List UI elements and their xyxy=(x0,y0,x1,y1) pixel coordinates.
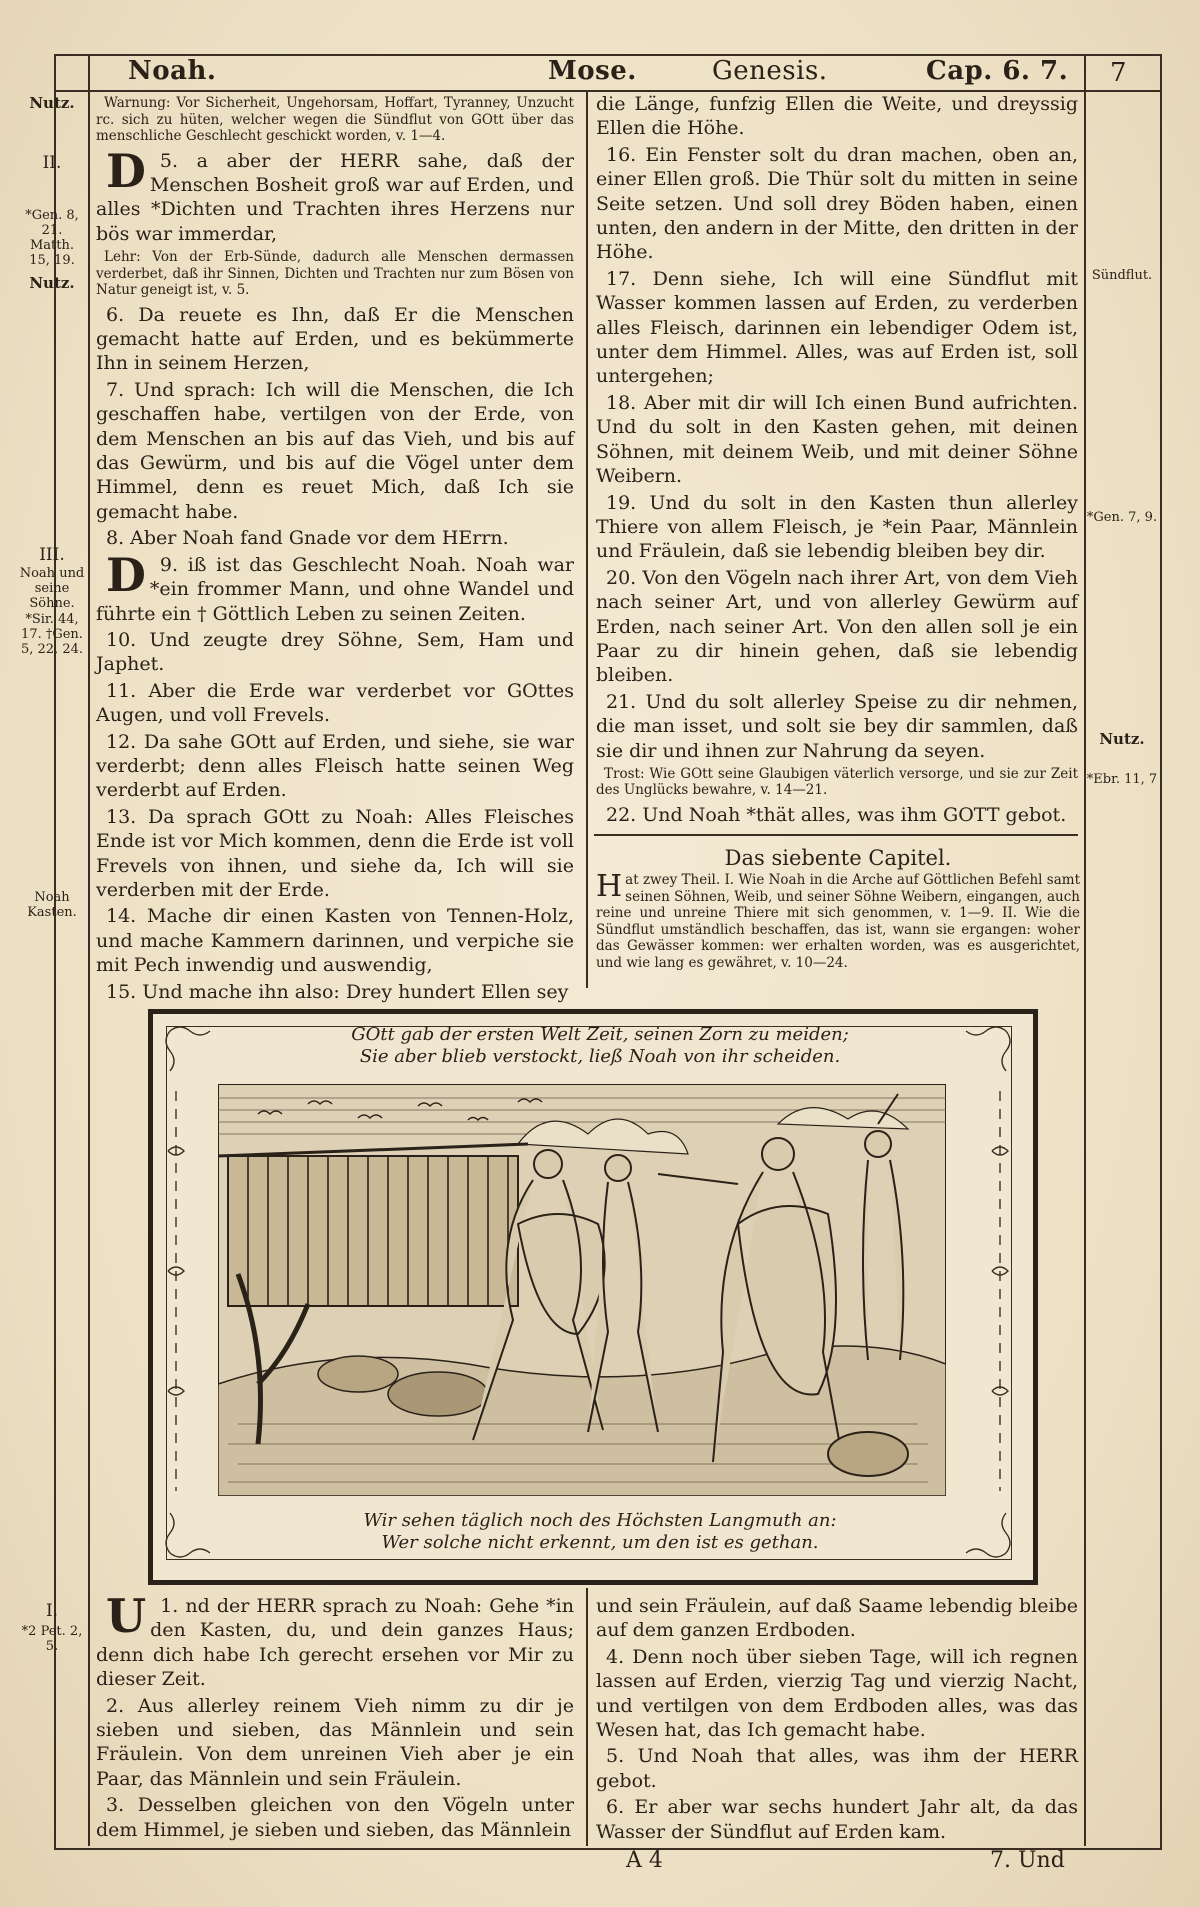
margin-note: I. xyxy=(45,1601,59,1621)
verse-12: 12. Da sahe GOtt auf Erden, und siehe, sie war verderbt; denn alles Fleisch hatte seinen Weg verderbt auf Erden. xyxy=(96,730,574,802)
caption-bottom-line-2: Wer solche nicht erkennt, um den ist es gethan. xyxy=(381,1532,819,1553)
drop-cap: D xyxy=(106,143,146,198)
drop-cap: U xyxy=(106,1589,147,1643)
margin-note: *Sir. 44, 17. †Gen. 5, 22, 24. xyxy=(20,612,84,657)
left-margin-rule xyxy=(88,56,90,1846)
margin-note: *Gen. 7, 9. xyxy=(1086,510,1158,525)
verse-15: 15. Und mache ihn also: Drey hundert Ellen sey xyxy=(106,980,569,1003)
chapter7-verse-3-cont: und sein Fräulein, auf daß Saame lebendig bleibe auf dem ganzen Erdboden. xyxy=(596,1595,1078,1642)
verse-14: 14. Mache dir einen Kasten von Tennen-Holz, und mache Kammern darinnen, und verpiche sie mit Pech inwendig und auswendig, xyxy=(96,905,574,977)
column-right-top xyxy=(596,92,1078,829)
chapter7-verse-1: 1. U nd der HERR sprach zu Noah: Gehe *in den Kasten, du, und dein ganzes Haus; denn dich habe Ich gerecht ersehen vor Mir zu dieser Zeit. xyxy=(96,1589,574,1691)
column-left-top xyxy=(96,92,574,1006)
verse-6: 6. Da reuete es Ihn, daß Er die Menschen gemacht hatte auf Erden, und es bekümmerte Ihn in seinem Herzen, xyxy=(96,303,574,375)
verse-5: 5. D a aber der HERR sahe, daß der Menschen Bosheit groß war auf Erden, und alles *Dichten und Trachten ihres Herzens nur bös war immerdar, xyxy=(96,143,574,245)
margin-note: Noah Kasten. xyxy=(27,890,77,920)
drop-cap: D xyxy=(106,547,146,602)
right-margin-rule xyxy=(1084,56,1086,1846)
verse-13: 13. Da sprach GOtt zu Noah: Alles Fleisches Ende ist vor Mich kommen, denn die Erde ist voll Frevels von ihnen, und siehe da, Ich will sie verderben mit der Erde. xyxy=(96,805,574,901)
chapter-summary: Hat zwey Theil. I. Wie Noah in die Arche auf Göttlichen Befehl samt seinen Söhnen, Weib, und seiner Söhne Weibern, eingangen, auch reine und unreine Thiere mit sich genommen, v. 1—9. II. Wie die Sündflut umständlich beschaffen, das ist, wann sie ergangen: woher das Gewässer kommen: wer erhalten worden, was es ausgerichtet, und wie lang es gewähret, v. 10—24. xyxy=(596,869,1080,971)
margin-note: III. xyxy=(39,545,65,565)
woodcut-noah-ark xyxy=(218,1084,946,1496)
running-head-chapter: Cap. 6. 7. xyxy=(926,56,1069,86)
drop-cap: H xyxy=(596,869,623,904)
chapter7-verse-3: 3. Desselben gleichen von den Vögeln unter dem Himmel, je sieben und sieben, das Männlein xyxy=(96,1794,574,1841)
margin-note: II. xyxy=(42,153,62,173)
verse-8: 8. Aber Noah fand Gnade vor dem HErrn. xyxy=(106,527,509,550)
running-head-book: Mose. xyxy=(548,56,637,86)
column-left-bottom xyxy=(96,1589,574,1844)
page-number: 7 xyxy=(1110,58,1127,88)
catchword: 7. Und xyxy=(990,1848,1065,1873)
verse-16: 16. Ein Fenster solt du dran machen, oben an, einer Ellen groß. Die Thür solt du mitten in seine Seite setzen. Und soll drey Böden haben, einen unten, den andern in der Mitte, den dritten in der Höhe. xyxy=(596,143,1078,264)
warnung-note: Warnung: Vor Sicherheit, Ungehorsam, Hoffart, Tyranney, Unzucht rc. sich zu hüten, welcher wegen die Sündflut von GOtt über das menschliche Geschlecht geschickt worden, v. 1—4. xyxy=(96,95,574,144)
column-right-bottom xyxy=(596,1594,1078,1846)
margin-note: *Ebr. 11, 7 xyxy=(1086,772,1158,787)
verse-15-cont: die Länge, funfzig Ellen die Weite, und dreyssig Ellen die Höhe. xyxy=(596,93,1078,140)
column-divider-top xyxy=(586,90,588,988)
verse-11: 11. Aber die Erde war verderbet vor GOttes Augen, und voll Frevels. xyxy=(96,679,574,727)
chapter-title: Das siebente Capitel. xyxy=(724,846,952,870)
chapter7-verse-5: 5. Und Noah that alles, was ihm der HERR gebot. xyxy=(596,1745,1078,1792)
verse-9: 9. D iß ist das Geschlecht Noah. Noah war *ein frommer Mann, und ohne Wandel und führte ein † Göttlich Leben zu seinen Zeiten. xyxy=(96,547,575,625)
verse-10: 10. Und zeugte drey Söhne, Sem, Ham und Japhet. xyxy=(96,628,574,676)
column-divider-bottom xyxy=(586,1588,588,1846)
caption-bottom-line-1: Wir sehen täglich noch des Höchsten Langmuth an: xyxy=(363,1510,837,1531)
verse-17: 17. Denn siehe, Ich will eine Sündflut mit Wasser kommen lassen auf Erden, zu verderben alles Fleisch, darinnen ein lebendiger Odem ist, unter dem Himmel. Alles, was auf Erden ist, soll untergehen; xyxy=(596,267,1078,388)
verse-20: 20. Von den Vögeln nach ihrer Art, von dem Vieh nach seiner Art, und von allerley Gewürm auf Erden, nach seiner Art. Von den allen soll je ein Paar zu dir hinein gehen, daß sie lebendig bleiben. xyxy=(596,566,1078,687)
caption-top-line-1: GOtt gab der ersten Welt Zeit, seinen Zorn zu meiden; xyxy=(351,1024,849,1045)
verse-19: 19. Und du solt in den Kasten thun allerley Thiere von allem Fleisch, je *ein Paar, Männlein und Fräulein, daß sie lebendig bleiben bey dir. xyxy=(596,491,1078,563)
margin-note: *2 Pet. 2, 5. xyxy=(21,1624,83,1654)
running-head-title: Genesis. xyxy=(712,56,828,86)
margin-note: Noah und seine Söhne. xyxy=(19,566,85,611)
caption-top-line-2: Sie aber blieb verstockt, ließ Noah von ihr scheiden. xyxy=(359,1046,841,1067)
verse-7: 7. Und sprach: Ich will die Menschen, die Ich geschaffen habe, vertilgen von der Erde, von dem Menschen an bis auf das Vieh, und bis auf das Gewürm, und bis auf die Vögel unter dem Himmel, denn es reuet Mich, daß Ich sie gemacht habe. xyxy=(96,378,574,523)
chapter-rule xyxy=(594,834,1078,836)
lehr-note: Lehr: Von der Erb-Sünde, dadurch alle Menschen dermassen verderbet, daß ihr Sinnen, Dichten und Trachten nur zum Bösen von Natur geneigt ist, v. 5. xyxy=(96,249,574,299)
running-head-left: Noah. xyxy=(128,56,217,86)
trost-note: Trost: Wie GOtt seine Glaubigen väterlich versorge, und sie zur Zeit des Unglücks bewahre, v. 14—21. xyxy=(596,765,1078,799)
signature-mark: A 4 xyxy=(626,1848,663,1873)
margin-note: Nutz. xyxy=(29,94,75,112)
chapter7-verse-6: 6. Er aber war sechs hundert Jahr alt, da das Wasser der Sündflut auf Erden kam. xyxy=(596,1796,1078,1843)
margin-note: Nutz. xyxy=(1099,730,1145,748)
verse-21: 21. Und du solt allerley Speise zu dir nehmen, die man isset, und solt sie bey dir sammlen, daß sie dir und ihnen zur Nahrung da seyen. xyxy=(596,690,1078,762)
verse-22: 22. Und Noah *thät alles, was ihm GOTT gebot. xyxy=(606,803,1067,826)
margin-note: Nutz. xyxy=(29,274,75,292)
margin-note: Sündflut. xyxy=(1091,268,1153,283)
margin-note: *Gen. 8, 21. Matth. 15, 19. xyxy=(25,208,79,268)
chapter7-verse-4: 4. Denn noch über sieben Tage, will ich regnen lassen auf Erden, vierzig Tag und vierzig Nacht, und vertilgen von dem Erdboden alles, was das Wesen hat, das Ich gemacht habe. xyxy=(596,1645,1078,1742)
verse-18: 18. Aber mit dir will Ich einen Bund aufrichten. Und du solt in den Kasten gehen, mit deinen Söhnen, mit deinem Weib, und mit deiner Söhne Weibern. xyxy=(596,391,1078,488)
chapter7-verse-2: 2. Aus allerley reinem Vieh nimm zu dir je sieben und sieben, das Männlein und sein Fräulein. Von dem unreinen Vieh aber je ein Paar, das Männlein und sein Fräulein. xyxy=(96,1694,574,1790)
